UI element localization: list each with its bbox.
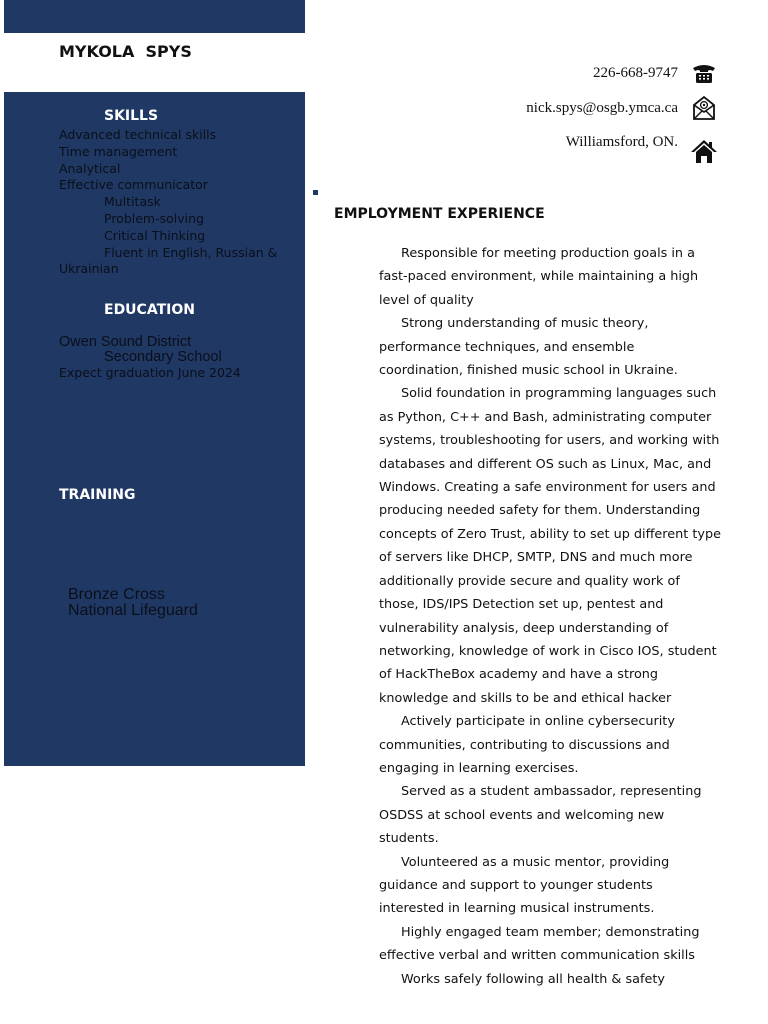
skill-item: Effective communicator (59, 177, 208, 193)
education-graduation: Expect graduation June 2024 (59, 365, 241, 380)
home-icon (690, 128, 718, 156)
education-block (59, 335, 299, 381)
employment-item: Highly engaged team member; demonstrating effective verbal and written communication skills (379, 924, 700, 964)
employment-item: Served as a student ambassador, representing OSDSS at school events and welcoming new students. (379, 784, 702, 847)
contact-phone[interactable]: 226-668-9747 (593, 64, 678, 81)
telephone-icon (690, 59, 718, 87)
employment-item: Strong understanding of music theory, performance techniques, and ensemble coordination, finished music school in Ukraine. (379, 316, 678, 379)
employment-heading: EMPLOYMENT EXPERIENCE (334, 206, 545, 222)
contact-phone-row (593, 59, 718, 87)
training-item: National Lifeguard (68, 602, 198, 619)
education-heading: EDUCATION (104, 302, 195, 318)
training-list (68, 587, 198, 619)
bullet-marker (313, 190, 318, 195)
contact-location-row (566, 128, 718, 156)
skill-item: Advanced technical skills (59, 127, 217, 142)
resume-name: MYKOLA SPYS (59, 42, 192, 61)
contact-location: Williamsford, ON. (565, 133, 678, 150)
employment-item: Responsible for meeting production goals in a fast-paced environment, while maintaining a high level of quality (379, 246, 699, 308)
skills-list (59, 127, 299, 278)
skills-heading: SKILLS (104, 108, 159, 124)
top-accent-band (4, 0, 305, 33)
email-icon (690, 94, 718, 122)
training-item: Bronze Cross (68, 586, 165, 603)
contact-email[interactable]: nick.spys@osgb.ymca.ca (526, 99, 678, 116)
skill-item: Analytical (59, 160, 121, 176)
employment-list (379, 242, 721, 991)
skill-item: Critical Thinking (104, 227, 206, 243)
skill-item: Multitask (104, 194, 161, 210)
skill-item: Fluent in English, Russian & Ukrainian (59, 244, 278, 277)
contact-email-row (526, 94, 718, 122)
employment-item: Works safely following all health & safety (401, 971, 665, 987)
employment-item: Volunteered as a music mentor, providing guidance and support to younger students interested in learning musical instruments. (379, 854, 670, 917)
employment-item: Actively participate in online cybersecurity communities, contributing to discussions and engaging in learning exercises. (379, 714, 675, 776)
skill-item: Time management (59, 143, 178, 159)
training-heading: TRAINING (59, 487, 136, 503)
education-school-line2: Secondary School (104, 349, 222, 365)
education-school-line1: Owen Sound District (59, 334, 192, 350)
skill-item: Problem-solving (104, 210, 204, 226)
employment-item: Solid foundation in programming languages such as Python, C++ and Bash, administrating computer systems, troubleshooting for users, and working with databases and different OS such as Linux, Mac, and Windows. Creating a safe environment for users and producing needed safety for them. Understanding concepts of Zero Trust, ability to set up different type of servers like DHCP, SMTP, DNS and much more additionally provide secure and quality work of those, IDS/IPS Detection set up, pentest and vulnerability analysis, deep understanding of networking, knowledge of work in Cisco IOS, student of HackTheBox academy and have a strong knowledge and skills to be and ethical hacker (379, 386, 721, 706)
education-school (59, 335, 299, 365)
